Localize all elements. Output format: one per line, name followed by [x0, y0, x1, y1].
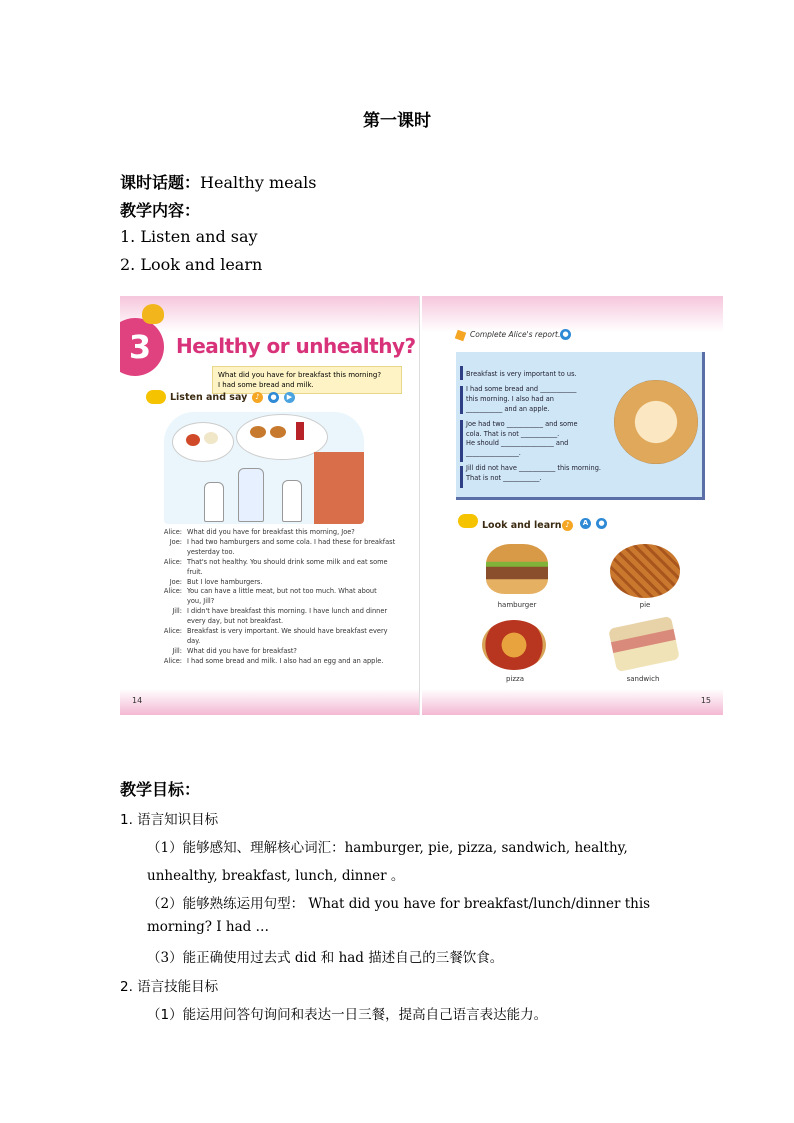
- cola-icon: [296, 422, 304, 440]
- topic-line: [120, 170, 316, 193]
- location-icon: ●: [268, 392, 279, 403]
- food-label-pie: pie: [639, 601, 651, 609]
- textbook-page-right: [422, 296, 723, 715]
- objective-1-heading: 1. 语言知识目标: [120, 812, 219, 828]
- mascot-icon: [458, 514, 478, 528]
- objective-1-1: （1）能够感知、理解核心词汇：hamburger, pie, pizza, sandwich, healthy,: [147, 840, 628, 856]
- speech-line: What did you have for breakfast this morning?: [218, 371, 382, 379]
- page-number-left: 14: [132, 696, 143, 705]
- burger-icon: [270, 426, 286, 438]
- breakfast-plate-image: [614, 380, 698, 464]
- speech-line: I had some bread and milk.: [218, 381, 314, 389]
- page-number-right: 15: [700, 696, 711, 705]
- pie-image: [610, 544, 680, 598]
- objective-2-1: （1）能运用问答句询问和表达一日三餐，提高自己语言表达能力。: [147, 1007, 548, 1023]
- unit-number-badge: 3: [120, 318, 164, 376]
- pencil-icon: [455, 330, 467, 342]
- objective-1-2: （2）能够熟练运用句型： What did you have for breakfast/lunch/dinner this: [147, 896, 651, 912]
- audio-icon: ♪: [252, 392, 263, 403]
- abc-icon: A: [580, 518, 591, 529]
- location-icon: ●: [596, 518, 607, 529]
- mascot-icon: [146, 390, 166, 404]
- look-learn-heading: Look and learn: [482, 520, 562, 531]
- speech-box: [212, 366, 402, 394]
- video-icon: ▶: [284, 392, 295, 403]
- objective-1-1-cont: unhealthy, breakfast, lunch, dinner 。: [147, 868, 405, 884]
- pizza-image: [482, 620, 546, 670]
- page-title: 第一课时: [363, 111, 431, 131]
- topic-value: Healthy meals: [200, 173, 317, 192]
- report-text: Breakfast is very important to us. I had some bread and ___________ this morning. I also had an ___________ and an apple. Joe had two ___________ and some cola. That is not ___________. He should ________________ and ________________. Jill did not have ___________ this morning. That is not ___________.: [466, 370, 602, 483]
- unit-title: Healthy or unhealthy?: [176, 334, 416, 358]
- hamburger-image: [486, 544, 548, 594]
- burger-icon: [250, 426, 266, 438]
- apple-icon: [186, 434, 200, 446]
- objective-1-2-cont: morning? I had …: [147, 919, 270, 935]
- kid-figure: [282, 480, 302, 522]
- audio-icon: ♪: [562, 520, 573, 531]
- food-label-sandwich: sandwich: [626, 675, 660, 683]
- school-building: [314, 452, 364, 524]
- food-label-pizza: pizza: [505, 675, 525, 683]
- objective-1-3: （3）能正确使用过去式 did 和 had 描述自己的三餐饮食。: [147, 950, 504, 966]
- content-label: 教学内容：: [120, 201, 201, 220]
- school-scene-illustration: [164, 412, 364, 524]
- location-icon: ●: [560, 329, 571, 340]
- dialog-text: Alice: What did you have for breakfast this morning, Joe? Joe: I had two hamburgers and some cola. I had these for breakfast yesterday too. Alice: That's not healthy. You should drink some milk and eat some fruit. Joe: But I love hamburgers. Alice: You can have a little meat, but not too much. What about you, Jill? Jill: I didn't have breakfast this morning. I have lunch and dinner every day, but not breakfast. Alice: Breakfast is very important. We should have breakfast every day. Jill: What did you have for breakfast? Alice: I had some bread and milk. I also had an egg and an apple.: [163, 528, 396, 665]
- objective-2-heading: 2. 语言技能目标: [120, 979, 219, 995]
- content-item-2: 2. Look and learn: [120, 255, 263, 274]
- topic-label: 课时话题：: [120, 173, 201, 192]
- textbook-page-left: [120, 296, 420, 715]
- sandwich-image: [608, 616, 680, 672]
- objectives-label: 教学目标：: [120, 780, 201, 799]
- kid-figure: [204, 482, 224, 522]
- food-label-hamburger: hamburger: [497, 601, 537, 609]
- cat-mascot-icon: [142, 304, 164, 324]
- report-box: [456, 352, 705, 500]
- content-item-1: 1. Listen and say: [120, 227, 258, 246]
- kid-figure: [238, 468, 264, 522]
- bread-icon: [204, 432, 218, 444]
- report-heading: Complete Alice's report.: [470, 330, 561, 339]
- listen-say-heading: Listen and say: [170, 392, 248, 403]
